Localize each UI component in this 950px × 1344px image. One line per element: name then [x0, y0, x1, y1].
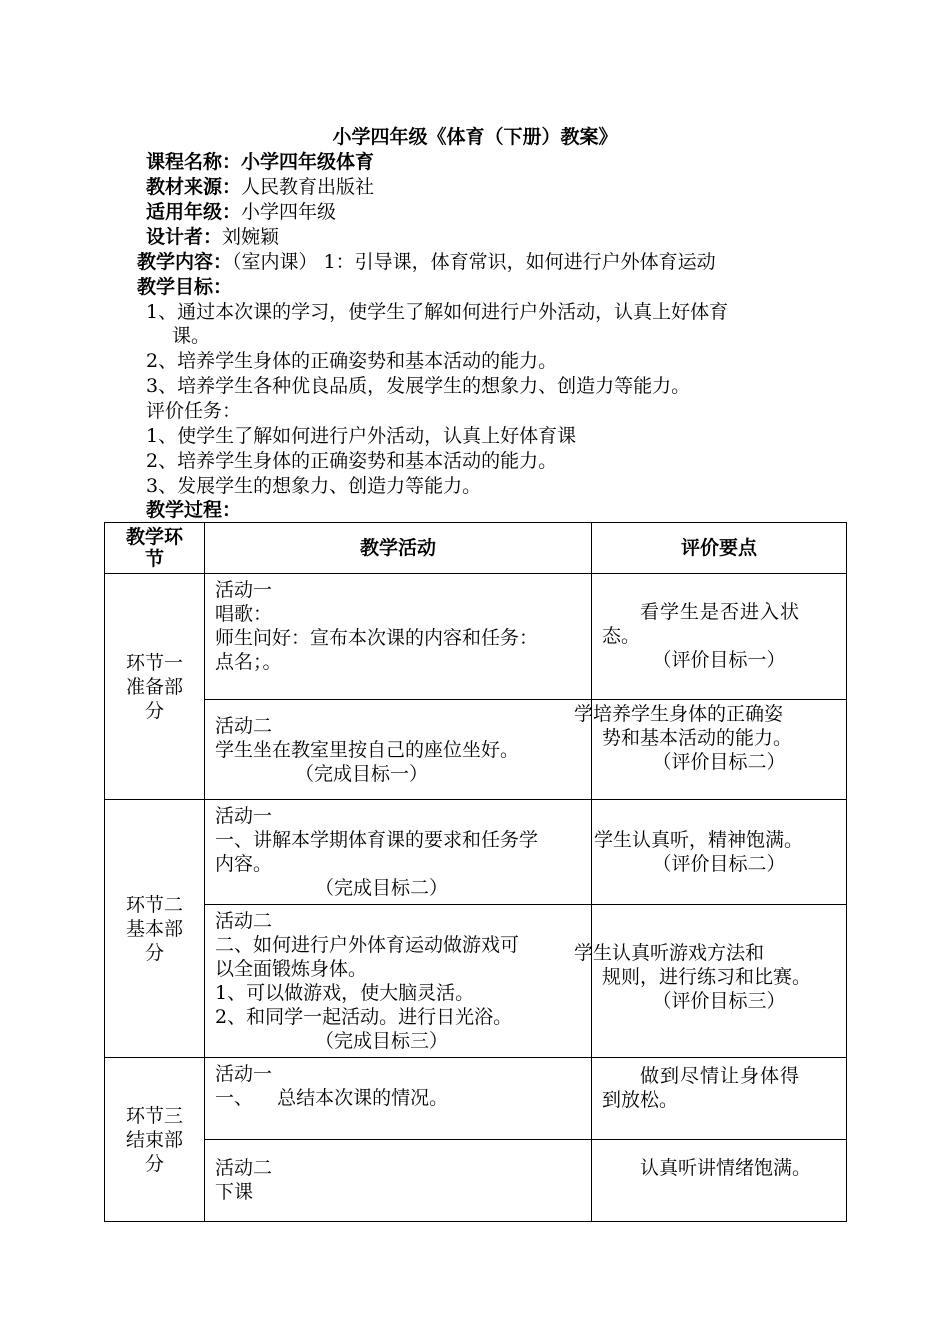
course-name-value: 小学四年级体育 — [241, 151, 375, 173]
designer-value: 刘婉颖 — [222, 226, 280, 248]
header-evaluation: 评价要点 — [592, 523, 847, 574]
table-header-row — [105, 523, 847, 574]
activity-line: 下课 — [215, 1181, 254, 1203]
activity-line: 内容。 — [215, 853, 273, 875]
table-row — [105, 700, 847, 800]
document-title: 小学四年级《体育（下册）教案》 — [332, 126, 618, 148]
info-designer — [146, 225, 279, 250]
stage-name-line: 准备部 — [125, 675, 183, 698]
evaluation-cell — [592, 1058, 847, 1140]
course-name-label: 课程名称： — [146, 151, 242, 173]
stage-name-line: 基本部 — [125, 917, 183, 940]
grade-value: 小学四年级 — [241, 201, 337, 223]
activity-line: 活动一 — [215, 805, 273, 827]
goal-item: 课。 — [172, 325, 211, 347]
table-row — [105, 1058, 847, 1140]
info-course-name — [146, 150, 374, 175]
activity-cell — [205, 1058, 592, 1140]
table-row — [105, 800, 847, 905]
evaluation-cell — [592, 800, 847, 905]
evaluation-line: 规则，进行练习和比赛。 — [602, 966, 812, 988]
table-row — [105, 905, 847, 1058]
eval-tasks-label: 评价任务： — [146, 400, 242, 422]
textbook-source-value: 人民教育出版社 — [241, 176, 375, 198]
header-stage: 教学环 节 — [105, 523, 205, 574]
teaching-process-label: 教学过程： — [146, 499, 242, 521]
activity-line: （完成目标三） — [315, 1030, 449, 1052]
evaluation-line: 做到尽情让身体得 — [640, 1065, 801, 1087]
stage-name-line: 结束部 — [125, 1128, 183, 1151]
activity-line: （完成目标二） — [315, 877, 449, 899]
activity-cell — [205, 574, 592, 700]
stage-name-line: 分 — [144, 941, 164, 964]
stage-name-line: 环节二 — [125, 893, 183, 916]
info-grade — [146, 200, 336, 225]
stage-name-line: 分 — [144, 699, 164, 722]
activity-line: 活动一 — [215, 579, 273, 601]
activity-line: 一、讲解本学期体育课的要求和任务学 — [215, 829, 539, 851]
activity-line: 点名；。 — [215, 651, 282, 673]
textbook-source-label: 教材来源： — [146, 176, 242, 198]
table-row — [105, 1140, 847, 1222]
evaluation-line: 到放松。 — [602, 1089, 679, 1111]
activity-cell — [205, 700, 592, 800]
eval-task-item: 2、培养学生身体的正确姿势和基本活动的能力。 — [146, 450, 558, 472]
evaluation-line: 学培养学生身体的正确姿 — [574, 703, 784, 725]
teaching-goals-label: 教学目标： — [137, 276, 233, 298]
evaluation-line: （评价目标三） — [652, 990, 786, 1012]
evaluation-cell — [574, 700, 847, 800]
activity-line: 1、可以做游戏，使大脑灵活。 — [215, 982, 475, 1004]
teaching-content-value: （室内课） 1：引导课，体育常识，如何进行户外体育运动 — [232, 251, 716, 273]
evaluation-line: 态。 — [602, 625, 641, 647]
eval-task-item: 3、发展学生的想象力、创造力等能力。 — [146, 475, 482, 497]
evaluation-line: （评价目标二） — [652, 751, 786, 773]
goal-item: 3、培养学生各种优良品质，发展学生的想象力、创造力等能力。 — [146, 375, 691, 397]
activity-line: 唱歌： — [215, 603, 273, 625]
stage-cell — [105, 800, 205, 1058]
activity-cell — [205, 800, 592, 905]
designer-label: 设计者： — [146, 226, 223, 248]
activity-line: 活动二 — [215, 715, 273, 737]
activity-line: 一、 总结本次课的情况。 — [215, 1087, 449, 1109]
teaching-content-label: 教学内容： — [137, 251, 233, 273]
stage-name-line: 分 — [144, 1152, 164, 1175]
activity-cell — [205, 905, 592, 1058]
header-activity: 教学活动 — [205, 523, 592, 574]
activity-line: 活动一 — [215, 1063, 273, 1085]
stage-name-line: 环节一 — [125, 651, 183, 674]
goal-item: 2、培养学生身体的正确姿势和基本活动的能力。 — [146, 350, 558, 372]
activity-line: 以全面锻炼身体。 — [215, 958, 368, 980]
activity-line: 二、如何进行户外体育运动做游戏可 — [215, 934, 520, 956]
eval-task-item: 1、使学生了解如何进行户外活动，认真上好体育课 — [146, 425, 577, 447]
evaluation-line: 看学生是否进入状 — [640, 601, 801, 623]
teaching-process-table — [104, 522, 847, 1222]
evaluation-line: 认真听讲情绪饱满。 — [640, 1157, 812, 1179]
evaluation-line: 学生认真听游戏方法和 — [574, 942, 765, 964]
activity-line: （完成目标一） — [295, 763, 429, 785]
activity-line: 2、和同学一起活动。进行日光浴。 — [215, 1006, 513, 1028]
activity-cell — [205, 1140, 592, 1222]
info-textbook-source — [146, 175, 374, 200]
table-row — [105, 574, 847, 700]
teaching-content — [137, 250, 716, 275]
activity-line: 师生问好：宣布本次课的内容和任务： — [215, 627, 539, 649]
grade-label: 适用年级： — [146, 201, 242, 223]
stage-cell — [105, 1058, 205, 1222]
activity-line: 活动二 — [215, 910, 273, 932]
evaluation-line: 势和基本活动的能力。 — [602, 727, 793, 749]
evaluation-cell — [592, 1140, 847, 1222]
evaluation-line: （评价目标二） — [652, 853, 786, 875]
stage-name-line: 环节三 — [125, 1104, 183, 1127]
evaluation-cell — [574, 905, 847, 1058]
stage-cell — [105, 574, 205, 800]
goal-item: 1、通过本次课的学习，使学生了解如何进行户外活动，认真上好体育 — [146, 301, 729, 323]
evaluation-cell — [592, 574, 847, 700]
activity-line: 学生坐在教室里按自己的座位坐好。 — [215, 739, 520, 761]
evaluation-line: 学生认真听，精神饱满。 — [594, 829, 804, 851]
activity-line: 活动二 — [215, 1157, 273, 1179]
evaluation-line: （评价目标一） — [652, 649, 786, 671]
